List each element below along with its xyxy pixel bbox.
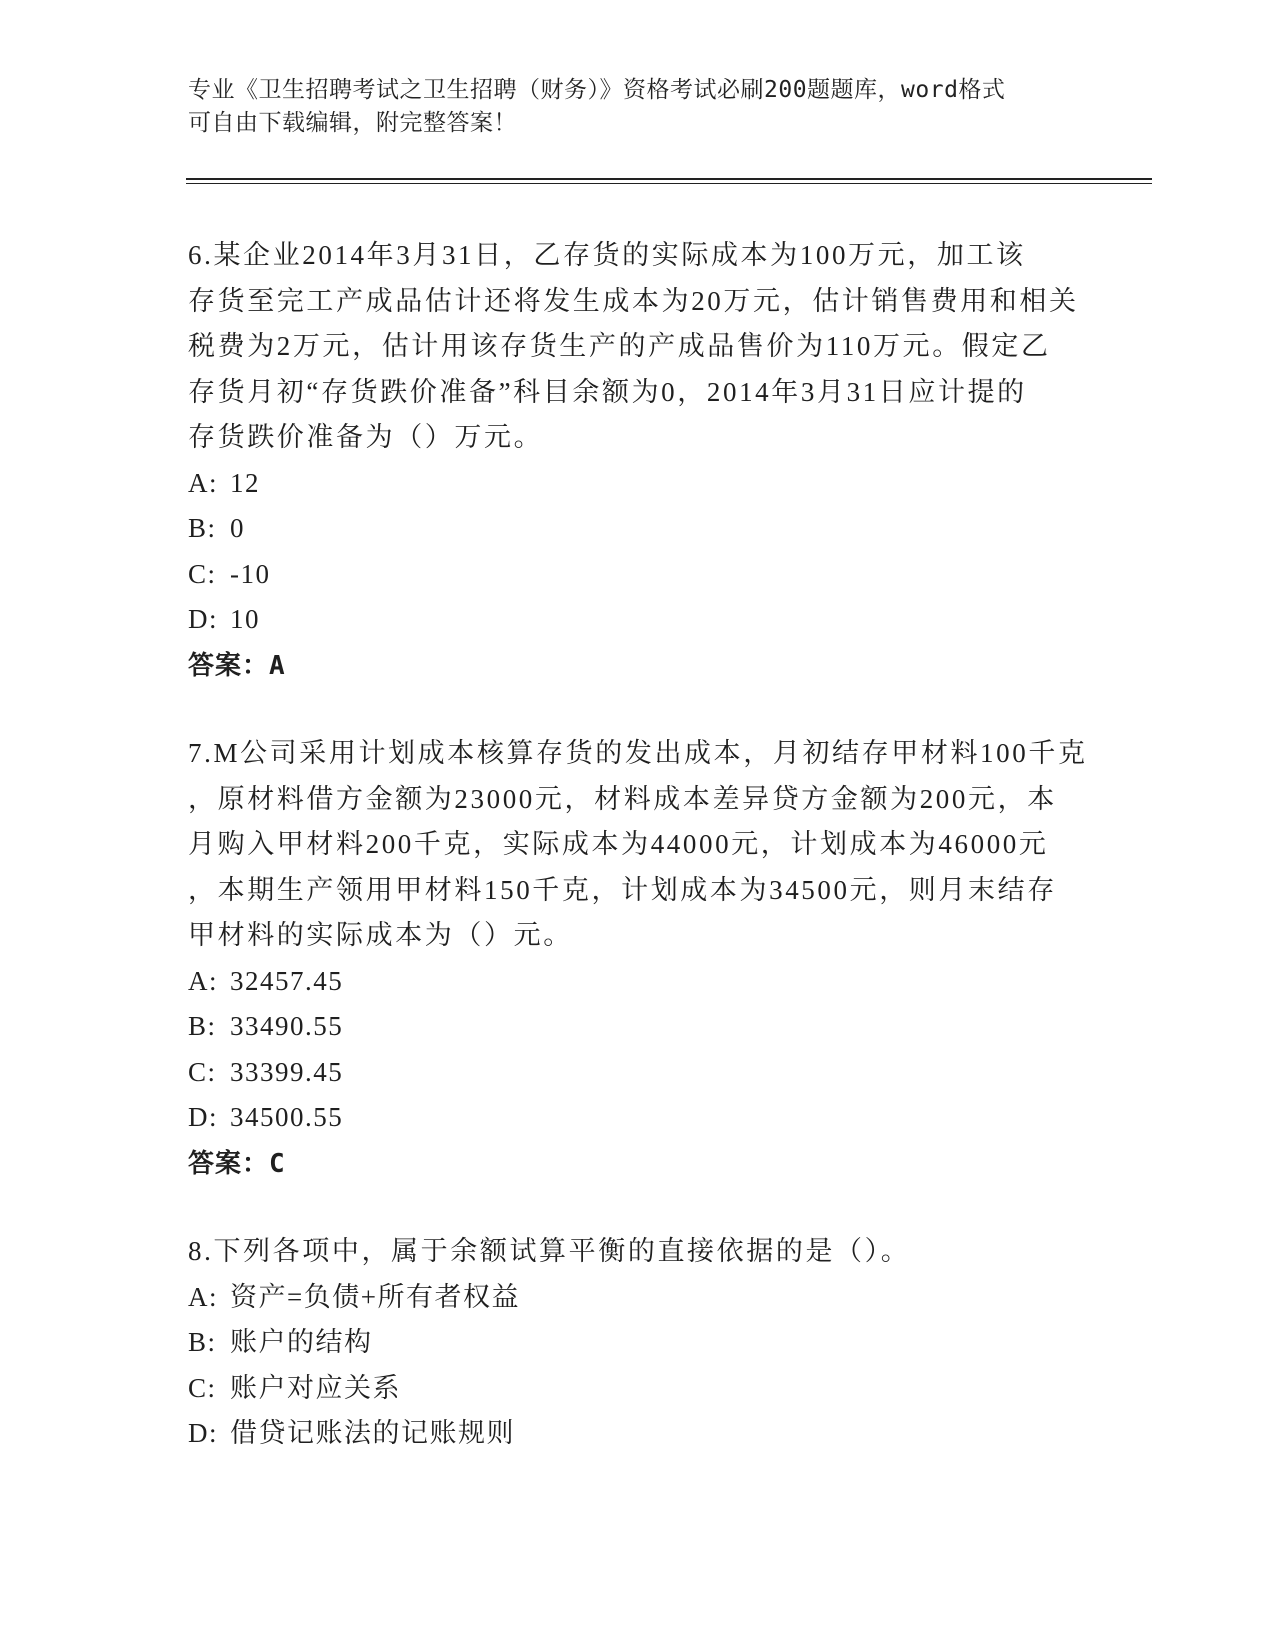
option-text: 借贷记账法的记账规则 bbox=[230, 1418, 515, 1448]
option-a bbox=[188, 1275, 1088, 1321]
stem-line: 7.M公司采用计划成本核算存货的发出成本，月初结存甲材料100千克 bbox=[188, 738, 1088, 768]
option-key: C: bbox=[188, 558, 217, 589]
option-key: B: bbox=[188, 513, 217, 543]
option-text: 10 bbox=[230, 604, 260, 634]
option-key: B: bbox=[188, 1011, 217, 1041]
stem-line: 8.下列各项中，属于余额试算平衡的直接依据的是（）。 bbox=[188, 1236, 911, 1266]
stem-line: 税费为2万元，估计用该存货生产的产成品售价为110万元。假定乙 bbox=[188, 331, 1051, 361]
question-stem bbox=[188, 1229, 1088, 1275]
stem-line: 存货月初“存货跌价准备”科目余额为0，2014年3月31日应计提的 bbox=[188, 376, 1027, 407]
option-text: 账户对应关系 bbox=[230, 1372, 401, 1403]
option-text: 32457.45 bbox=[230, 965, 344, 996]
header-line-2: 可自由下载编辑，附完整答案！ bbox=[188, 110, 517, 136]
question-stem bbox=[188, 731, 1088, 959]
option-key: A: bbox=[188, 467, 218, 498]
option-b bbox=[188, 506, 1088, 552]
option-text: 资产=负债+所有者权益 bbox=[230, 1281, 520, 1312]
option-key: A: bbox=[188, 1281, 218, 1312]
stem-line: 存货跌价准备为（）万元。 bbox=[188, 422, 544, 452]
option-a bbox=[188, 461, 1088, 507]
option-key: B: bbox=[188, 1327, 217, 1357]
option-key: C: bbox=[188, 1372, 217, 1403]
option-text: -10 bbox=[230, 558, 271, 589]
option-text: 0 bbox=[230, 513, 245, 543]
option-key: D: bbox=[188, 1102, 218, 1132]
option-key: D: bbox=[188, 1418, 218, 1448]
option-c bbox=[188, 1050, 1088, 1096]
option-key: C: bbox=[188, 1056, 217, 1087]
stem-line: ，原材料借方金额为23000元，材料成本差异贷方金额为200元，本 bbox=[188, 783, 1057, 814]
option-c bbox=[188, 552, 1088, 598]
option-d bbox=[188, 1095, 1088, 1141]
question-8 bbox=[188, 1229, 1088, 1457]
stem-line: 存货至完工产成品估计还将发生成本为20万元，估计销售费用和相关 bbox=[188, 285, 1079, 316]
header-line-1: 专业《卫生招聘考试之卫生招聘（财务）》资格考试必刷200题题库，word格式 bbox=[188, 77, 1006, 103]
option-key: D: bbox=[188, 604, 218, 634]
option-d bbox=[188, 597, 1088, 643]
option-text: 33399.45 bbox=[230, 1056, 344, 1087]
header-divider-thick bbox=[186, 178, 1152, 180]
option-d bbox=[188, 1411, 1088, 1457]
option-text: 34500.55 bbox=[230, 1102, 344, 1132]
stem-line: 6.某企业2014年3月31日，乙存货的实际成本为100万元，加工该 bbox=[188, 240, 1026, 270]
answer-label: 答案：C bbox=[188, 1148, 286, 1179]
option-text: 12 bbox=[230, 467, 260, 498]
option-c bbox=[188, 1366, 1088, 1412]
header-divider-thin bbox=[186, 183, 1152, 184]
question-7 bbox=[188, 731, 1088, 1187]
stem-line: 甲材料的实际成本为（）元。 bbox=[188, 920, 573, 950]
question-stem bbox=[188, 233, 1088, 461]
stem-line: 月购入甲材料200千克，实际成本为44000元，计划成本为46000元 bbox=[188, 829, 1049, 859]
option-key: A: bbox=[188, 965, 218, 996]
answer-label: 答案：A bbox=[188, 650, 286, 681]
option-b bbox=[188, 1004, 1088, 1050]
stem-line: ，本期生产领用甲材料150千克，计划成本为34500元，则月末结存 bbox=[188, 874, 1057, 905]
question-6 bbox=[188, 233, 1088, 689]
option-text: 33490.55 bbox=[230, 1011, 344, 1041]
option-b bbox=[188, 1320, 1088, 1366]
option-text: 账户的结构 bbox=[230, 1327, 373, 1357]
document-header bbox=[188, 74, 1068, 140]
option-a bbox=[188, 959, 1088, 1005]
